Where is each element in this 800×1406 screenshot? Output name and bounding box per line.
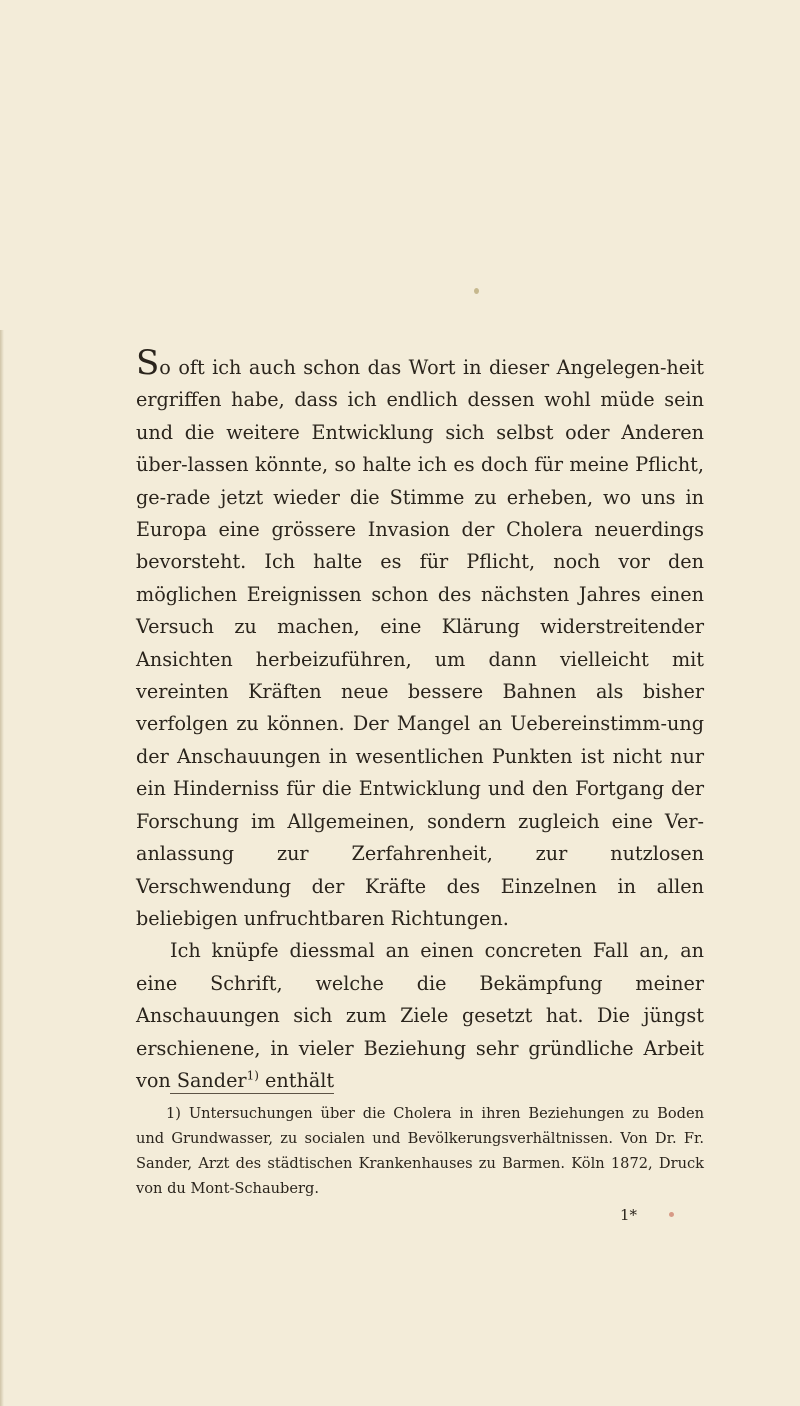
paragraph-2-text: Ich knüpfe diessmal an einen concreten Fall an, an eine Schrift, welche die Bekämpfung meiner Anschauungen sich zum Ziele gesetzt hat. Die jüngst erschienene, in vieler Beziehung sehr gründliche Arbeit von Sander	[136, 939, 704, 1092]
signature-mark: 1*	[620, 1206, 638, 1224]
paper-speck	[474, 288, 479, 294]
footnote-reference: 1)	[246, 1068, 259, 1083]
footnote-mark: 1)	[166, 1105, 181, 1122]
paragraph-2	[136, 935, 704, 1097]
footnote	[136, 1101, 704, 1201]
body-text	[136, 343, 704, 1097]
page-gutter-shadow	[0, 330, 4, 1406]
paragraph-1	[136, 343, 704, 935]
paper-speck	[669, 1212, 674, 1217]
paragraph-1-text: o oft ich auch schon das Wort in dieser Angelegen-heit ergriffen habe, dass ich endlich dessen wohl müde sein und die weitere Entwicklung sich selbst oder Anderen über-lassen könnte, so halte ich es doch für meine Pflicht, ge-rade jetzt wieder die Stimme zu erheben, wo uns in Europa eine grössere Invasion der Cholera neuerdings bevorsteht. Ich halte es für Pflicht, noch vor den möglichen Ereignissen schon des nächsten Jahres einen Versuch zu machen, eine Klärung widerstreitender Ansichten herbeizuführen, um dann vielleicht mit vereinten Kräften neue bessere Bahnen als bisher verfolgen zu können. Der Mangel an Uebereinstimm-ung der Anschauungen in wesentlichen Punkten ist nicht nur ein Hinderniss für die Entwicklung und den Fortgang der Forschung im Allgemeinen, sondern zugleich eine Ver-anlassung zur Zerfahrenheit, zur nutzlosen Verschwendung der Kräfte des Einzelnen in allen beliebigen unfruchtbaren Richtungen.	[136, 356, 704, 930]
initial-letter: S	[136, 343, 160, 383]
footnote-rule	[170, 1093, 334, 1094]
paragraph-2-text-end: enthält	[258, 1068, 335, 1092]
footnote-text: Untersuchungen über die Cholera in ihren Beziehungen zu Boden und Grundwasser, zu socialen und Bevölkerungsverhältnissen. Von Dr. Fr. Sander, Arzt des städtischen Krankenhauses zu Barmen. Köln 1872, Druck von du Mont-Schauberg.	[136, 1105, 704, 1197]
